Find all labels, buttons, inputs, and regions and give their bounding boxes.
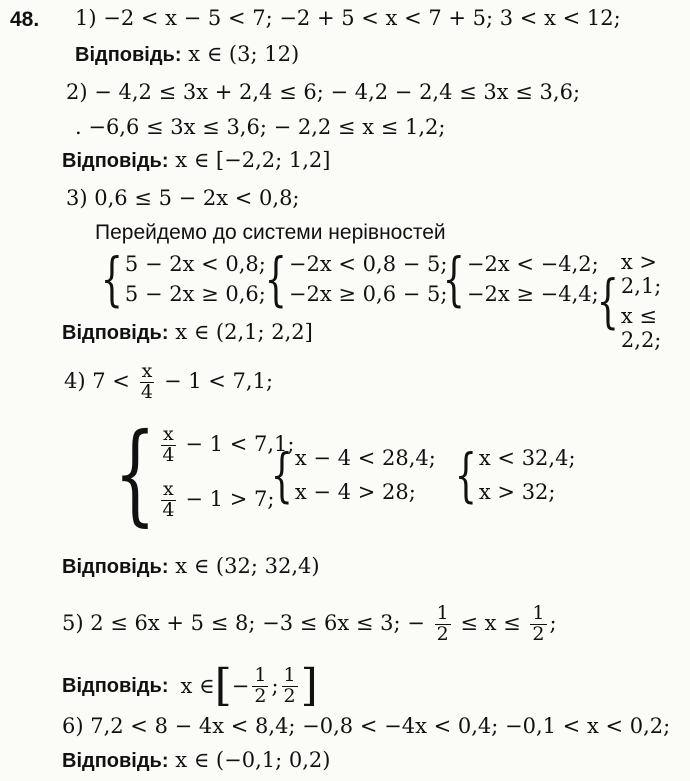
frac-den: 2 bbox=[532, 622, 545, 645]
p4-s1a-text: − 1 < 7,1; bbox=[185, 432, 295, 457]
p3-s4b: x ≤ 2,2; bbox=[620, 304, 662, 352]
answer-label: Відповідь: bbox=[62, 150, 169, 172]
p3-s3b: −2x ≥ −4,4; bbox=[466, 282, 599, 306]
frac-den: 2 bbox=[283, 684, 296, 707]
p6-answer: x ∈ (−0,1; 0,2) bbox=[175, 748, 331, 772]
p3-system-3 bbox=[428, 245, 599, 313]
brace-icon: { bbox=[454, 441, 477, 509]
p5-minus: − bbox=[231, 673, 250, 698]
p4-fraction bbox=[140, 362, 155, 403]
p3-s2b: −2x ≥ 0,6 − 5; bbox=[288, 282, 448, 306]
p6-answer-row bbox=[62, 750, 330, 771]
p1-answer: x ∈ (3; 12) bbox=[188, 42, 300, 66]
frac-den: 4 bbox=[162, 444, 175, 467]
p3-s1a: 5 − 2x < 0,8; bbox=[124, 252, 266, 276]
p5-ans-sep: ; bbox=[271, 673, 279, 698]
left-bracket-icon: [ bbox=[214, 660, 232, 711]
brace-icon: { bbox=[100, 245, 123, 313]
p1-line: 1) −2 < x − 5 < 7; −2 + 5 < x < 7 + 5; 3 < x < 12; bbox=[75, 6, 621, 30]
p3-s4a: x > 2,1; bbox=[620, 250, 662, 298]
p2-answer-row bbox=[62, 150, 330, 171]
brace-icon: { bbox=[596, 267, 619, 335]
frac-num: 1 bbox=[254, 663, 267, 686]
p5-line: 5) 2 ≤ 6x + 5 ≤ 8; −3 ≤ 6x ≤ 3; − $\frac{1}{2}$ ≤ x ≤ $\frac{1}{2}$ ; bbox=[62, 602, 557, 645]
frac-den: 2 bbox=[436, 622, 449, 645]
p4-s3a: x < 32,4; bbox=[478, 446, 576, 470]
answer-label: Відповідь: bbox=[62, 675, 169, 697]
p5-ans-frac-1 bbox=[252, 663, 268, 707]
p3-system-1 bbox=[86, 245, 266, 313]
p4-post: − 1 < 7,1; bbox=[163, 368, 274, 393]
p3-note: Перейдемо до системи нерівностей bbox=[95, 221, 446, 244]
p5-mid: ≤ x ≤ bbox=[460, 610, 521, 635]
p2-answer: x ∈ [−2,2; 1,2] bbox=[175, 148, 331, 172]
p5-answer-row bbox=[62, 660, 318, 711]
p3-s3a: −2x < −4,2; bbox=[466, 252, 599, 276]
p5-frac-right bbox=[530, 604, 546, 645]
p4-system-2 bbox=[256, 441, 436, 509]
p3-system-2 bbox=[250, 245, 448, 313]
p2-line1: 2) − 4,2 ≤ 3x + 2,4 ≤ 6; − 4,2 − 2,4 ≤ 3x ≤ 3,6; bbox=[66, 80, 581, 104]
p4-line bbox=[64, 362, 273, 403]
p3-line: 3) 0,6 ≤ 5 − 2x < 0,8; bbox=[66, 186, 300, 210]
answer-label: Відповідь: bbox=[62, 556, 169, 578]
brace-icon: { bbox=[270, 441, 293, 509]
frac-den: 2 bbox=[254, 684, 267, 707]
p3-system-4 bbox=[582, 250, 690, 352]
p4-answer: x ∈ (32; 32,4) bbox=[175, 554, 320, 578]
p2-line2: . −6,6 ≤ 3x ≤ 3,6; − 2,2 ≤ x ≤ 1,2; bbox=[75, 115, 446, 139]
answer-label: Відповідь: bbox=[62, 750, 169, 772]
brace-icon: { bbox=[264, 245, 287, 313]
right-bracket-icon: ] bbox=[300, 660, 318, 711]
p5-frac-left bbox=[435, 604, 451, 645]
answer-label: Відповідь: bbox=[62, 322, 169, 344]
p3-answer: x ∈ (2,1; 2,2] bbox=[175, 320, 313, 344]
problem-number: 48. bbox=[10, 8, 40, 31]
p3-answer-row bbox=[62, 322, 313, 343]
brace-icon: { bbox=[442, 245, 465, 313]
p3-s1b: 5 − 2x ≥ 0,6; bbox=[124, 282, 266, 306]
frac-num: x bbox=[163, 478, 174, 500]
p5-text: 5) 2 ≤ 6x + 5 ≤ 8; −3 ≤ 6x ≤ 3; − bbox=[62, 610, 425, 635]
p4-system-3 bbox=[440, 441, 576, 509]
frac-num: 1 bbox=[532, 602, 545, 624]
frac-den: 4 bbox=[140, 380, 153, 403]
frac-num: x bbox=[141, 360, 153, 382]
frac-num: 1 bbox=[283, 663, 296, 686]
p4-answer-row bbox=[62, 556, 320, 577]
p3-s2a: −2x < 0,8 − 5; bbox=[288, 252, 448, 276]
p4-s2a: x − 4 < 28,4; bbox=[294, 446, 436, 470]
p6-line: 6) 7,2 < 8 − 4x < 8,4; −0,8 < −4x < 0,4; −0,1 < x < 0,2; bbox=[62, 714, 671, 738]
answer-label: Відповідь: bbox=[75, 44, 182, 66]
frac-num: x bbox=[163, 423, 174, 446]
frac-den: 4 bbox=[162, 498, 175, 521]
p5-ans-frac-2 bbox=[282, 663, 298, 707]
p4-s2b: x − 4 > 28; bbox=[294, 480, 416, 504]
brace-icon: { bbox=[114, 409, 156, 537]
p4-s3b: x > 32; bbox=[478, 480, 556, 504]
p4-pre: 4) 7 < bbox=[64, 368, 130, 393]
p1-answer-row bbox=[75, 44, 299, 65]
p5-ans-pre: x ∈ bbox=[180, 673, 215, 698]
frac-num: 1 bbox=[436, 602, 449, 624]
p4-s1b-text: − 1 > 7; bbox=[185, 486, 275, 511]
